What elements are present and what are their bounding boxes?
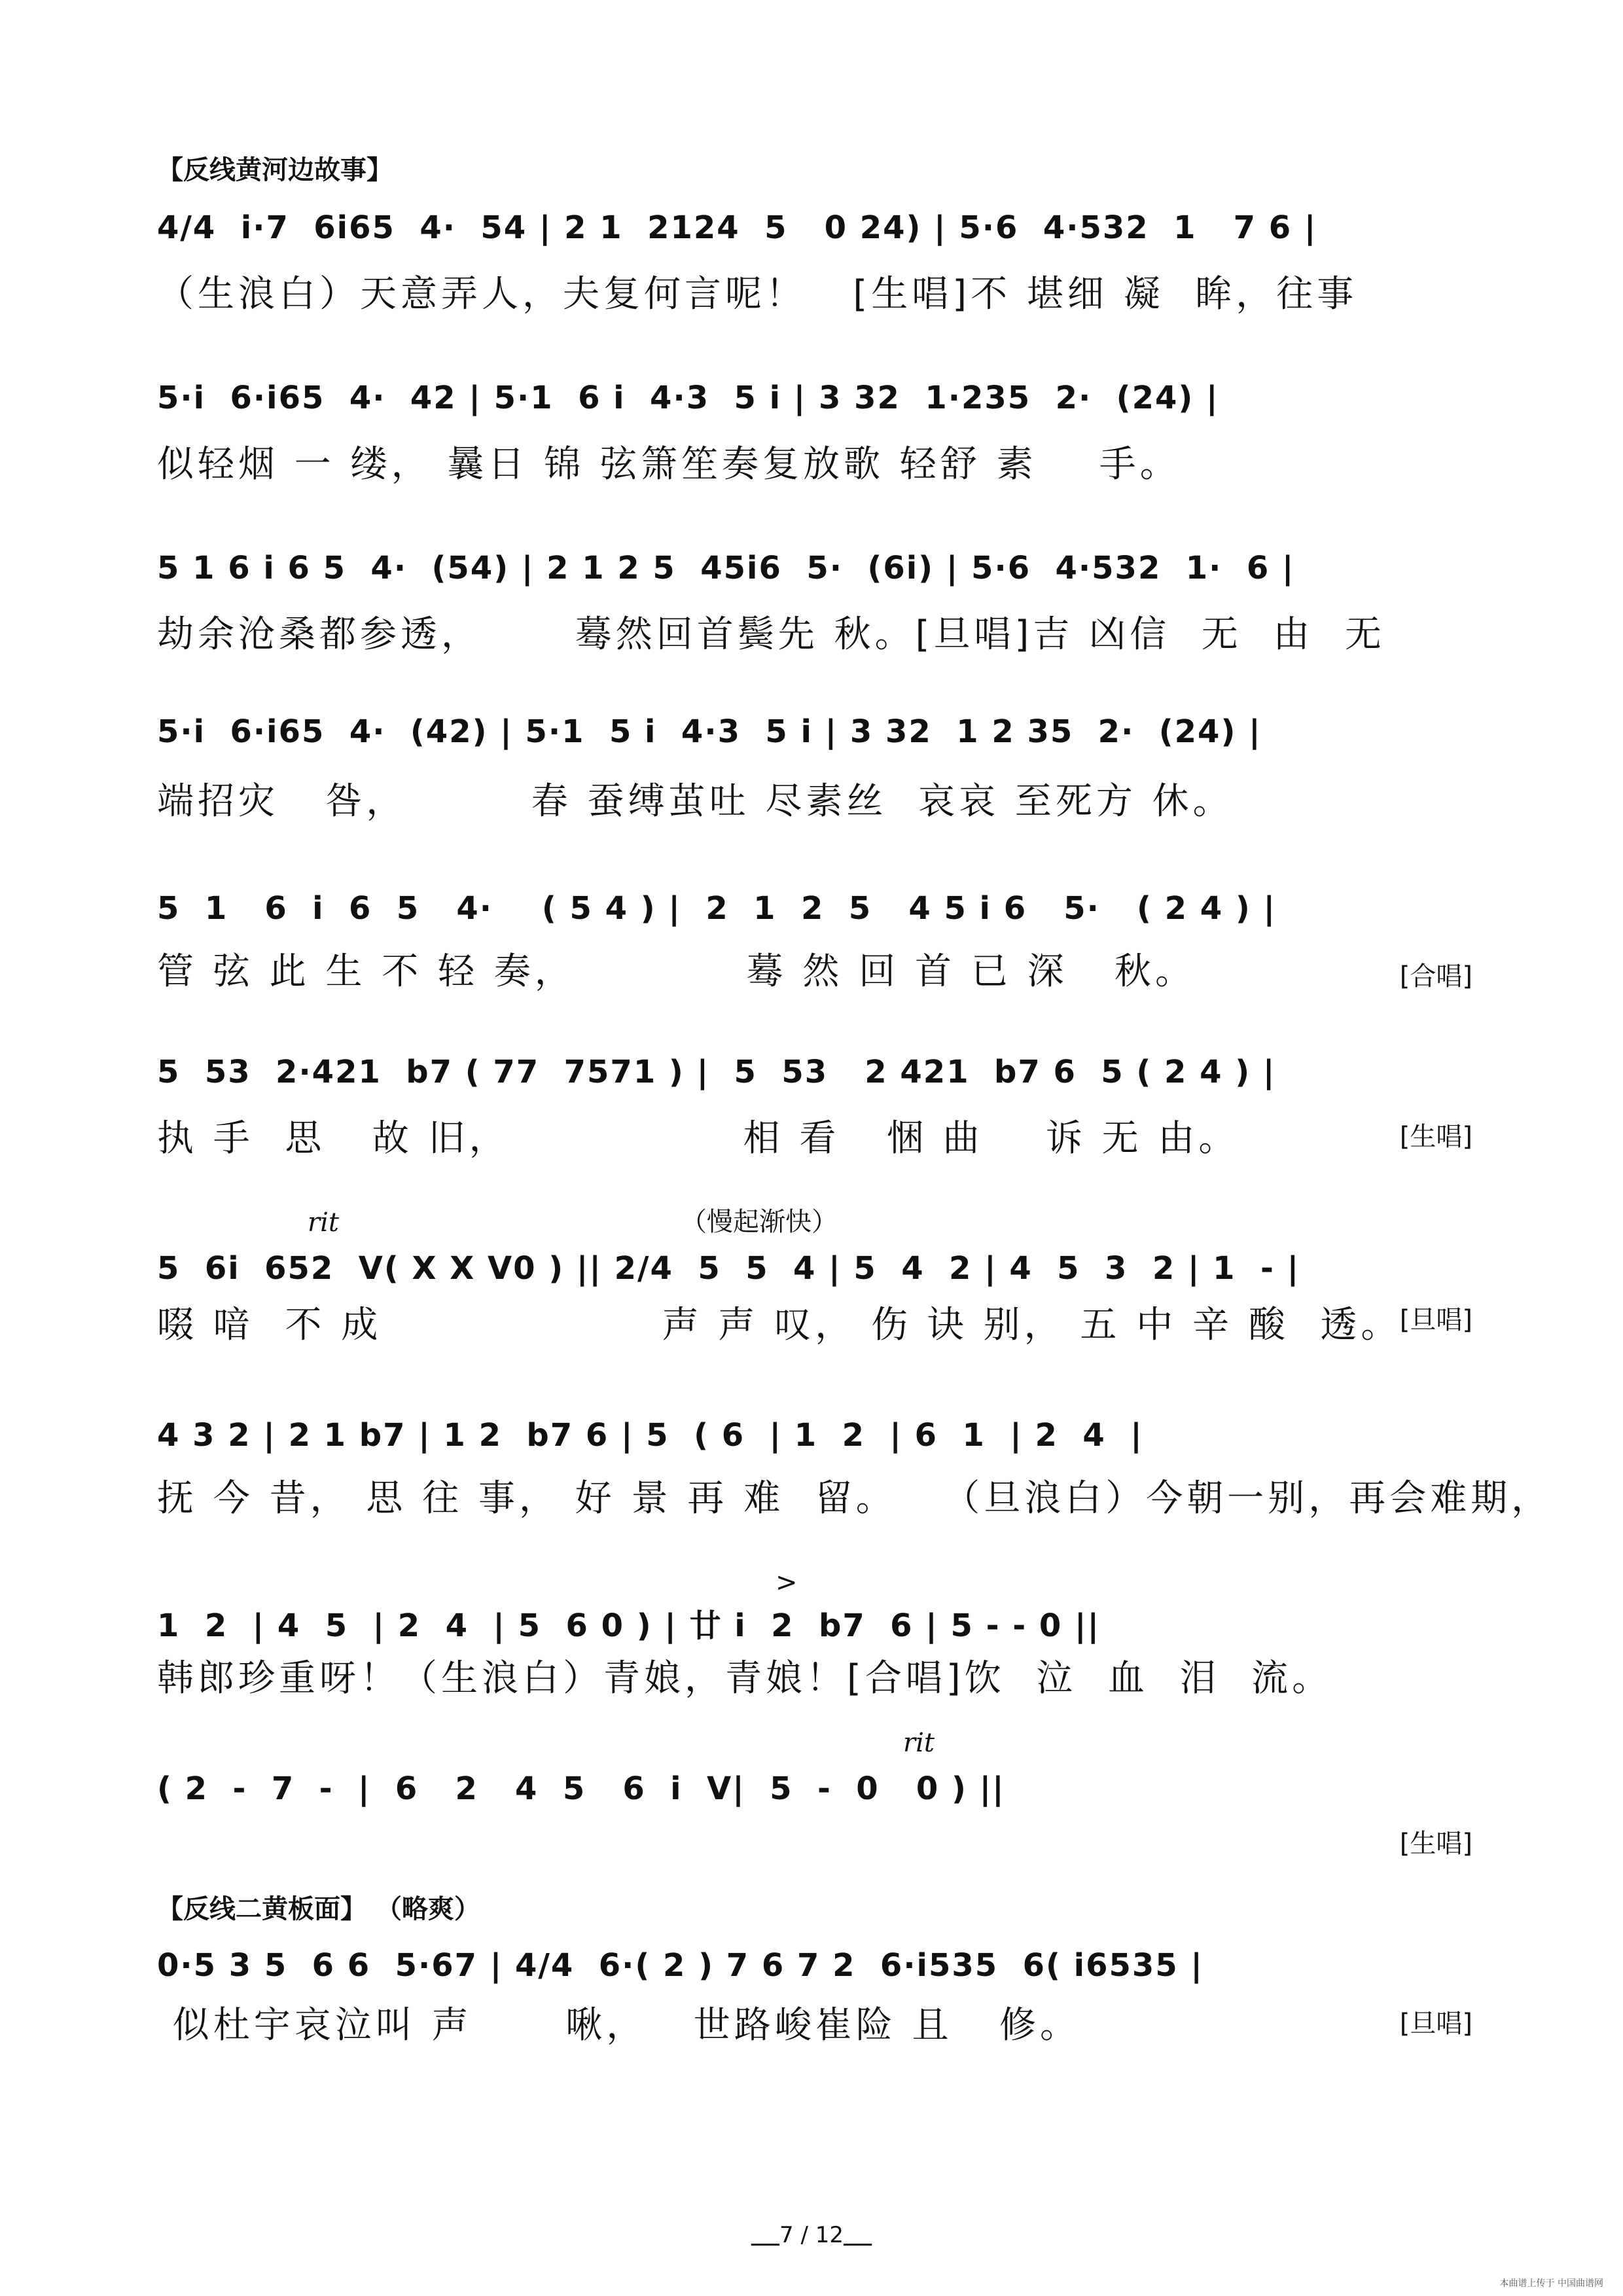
notes-line-10: ( 2 - 7 - | 6 2 4 5 6 i V| 5 - 0 0 ) || <box>157 1770 1005 1807</box>
section-header-2 <box>157 1888 480 1926</box>
lyrics-line-7: 啜 喑 不 成 声 声 叹， 伤 诀 别， 五 中 辛 酸 透。 <box>157 1304 1402 1346</box>
notes-line-7: 5 6i 652 V( X X V0 ) || 2/4 5 5 4 | 5 4 2 | 4 5 3 2 | 1 - | <box>157 1250 1300 1287</box>
role-tag-5: [合唱] <box>1399 961 1472 992</box>
role-tag-7: [旦唱] <box>1399 1305 1472 1335</box>
lyrics-line-5: 管 弦 此 生 不 轻 奏， 蓦 然 回 首 已 深 秋。 <box>157 950 1196 993</box>
role-tag-6: [生唱] <box>1399 1122 1472 1152</box>
rit-marking-2: rit <box>903 1728 935 1758</box>
lyrics-line-4: 端招灾 咎， 春 蚕缚茧吐 尽素丝 哀哀 至死方 休。 <box>157 780 1234 823</box>
section-tempo-2: （略爽） <box>375 1894 480 1924</box>
lyrics-line-3: 劫余沧桑都参透， 蓦然回首鬓先 秋。[旦唱]吉 凶信 无 由 无 <box>157 613 1385 656</box>
section-title-1: 【反线黄河边故事】 <box>157 155 393 185</box>
notes-line-11: 0·5 3 5 6 6 5·67 | 4/4 6·( 2 ) 7 6 7 2 6·i535 6( i6535 | <box>157 1947 1204 1984</box>
notes-line-2: 5·i 6·i65 4· 42 | 5·1 6 i 4·3 5 i | 3 32 1·235 2· (24) | <box>157 380 1219 416</box>
lyrics-line-11: 似杜宇哀泣叫 声 啾， 世路峻崔险 且 修。 <box>157 2004 1081 2047</box>
lyrics-line-1: （生浪白）天意弄人，夫复何言呢！ [生唱]不 堪细 凝 眸，往事 <box>157 273 1358 315</box>
page-number: 7 / 12 <box>779 2222 844 2248</box>
section-title-2: 【反线二黄板面】 <box>157 1894 366 1924</box>
lyrics-line-2: 似轻烟 一 缕， 曩日 锦 弦箫笙奏复放歌 轻舒 素 手。 <box>157 443 1181 486</box>
lyrics-line-9: 韩郎珍重呀！（生浪白）青娘，青娘！[合唱]饮 泣 血 泪 流。 <box>157 1657 1333 1700</box>
lyrics-line-8: 抚 今 昔， 思 往 事， 好 景 再 难 留。 （旦浪白）今朝一别，再会难期， <box>157 1477 1552 1520</box>
notes-line-5: 5 1 6 i 6 5 4· ( 5 4 ) | 2 1 2 5 4 5 i 6 5· ( 2 4 ) | <box>157 890 1277 927</box>
watermark: 本曲谱上传于 中国曲谱网 <box>1499 2278 1603 2289</box>
rit-marking-1: rit <box>308 1208 339 1238</box>
role-tag-10: [生唱] <box>1399 1829 1472 1859</box>
notes-line-3: 5 1 6 i 6 5 4· (54) | 2 1 2 5 45i6 5· (6i) | 5·6 4·532 1· 6 | <box>157 550 1295 586</box>
notes-line-1: 4/4 i·7 6i65 4· 54 | 2 1 2124 5 0 24) | 5·6 4·532 1 7 6 | <box>157 209 1317 246</box>
notes-line-8: 4 3 2 | 2 1 b7 | 1 2 b7 6 | 5 ( 6 | 1 2 | 6 1 | 2 4 | <box>157 1417 1143 1454</box>
notes-line-6: 5 53 2·421 b7 ( 77 7571 ) | 5 53 2 421 b7 6 5 ( 2 4 ) | <box>157 1054 1276 1090</box>
role-tag-11: [旦唱] <box>1399 2009 1472 2039</box>
tempo-marking: （慢起渐快） <box>681 1207 838 1237</box>
notes-line-4: 5·i 6·i65 4· (42) | 5·1 5 i 4·3 5 i | 3 32 1 2 35 2· (24) | <box>157 713 1262 750</box>
accent-marking: > <box>776 1568 798 1598</box>
notes-line-9: 1 2 | 4 5 | 2 4 | 5 6 0 ) | 廿 i 2 b7 6 | 5 - - 0 || <box>157 1607 1101 1644</box>
lyrics-line-6: 执 手 思 故 旧， 相 看 悃 曲 诉 无 由。 <box>157 1117 1240 1160</box>
